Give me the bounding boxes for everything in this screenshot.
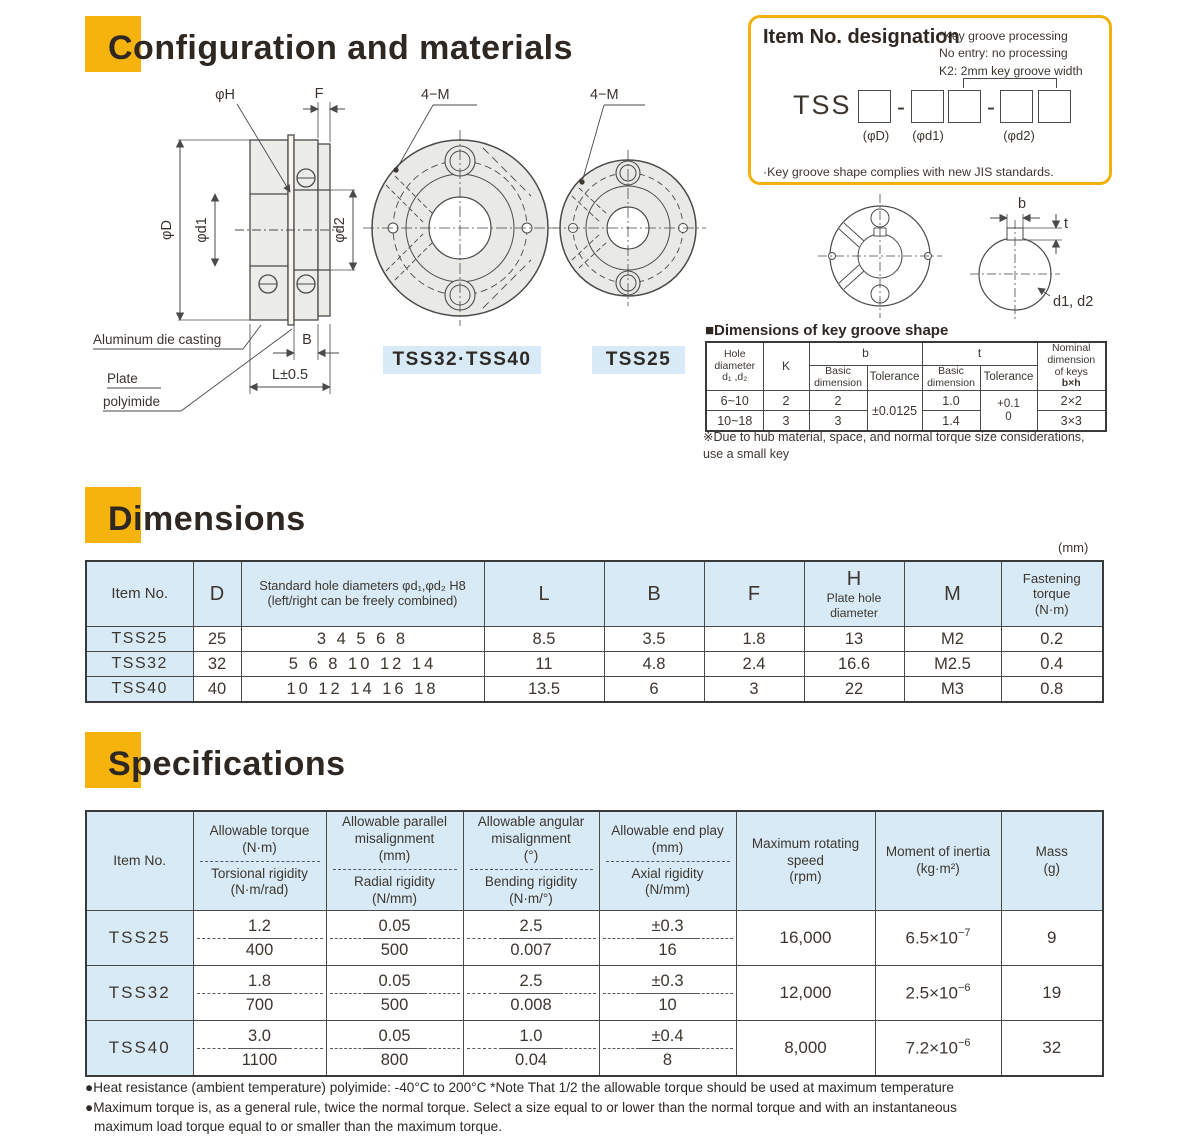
dim-phiD-label: φD xyxy=(159,220,175,240)
dim-header-l: L xyxy=(484,561,604,627)
spec-cell: 3.0 1100 xyxy=(193,1021,326,1077)
dim-cell: 3.5 xyxy=(604,627,704,652)
designation-label-d2: (φd2) xyxy=(1003,128,1035,143)
spec-cell: 1.2 400 xyxy=(193,911,326,966)
dim-cell: 4.8 xyxy=(604,652,704,677)
dim-header-torque: Fastening torque (N·m) xyxy=(1001,561,1103,627)
dim-cell: 6 xyxy=(604,677,704,703)
dim-cell-holes: 5 6 8 10 12 14 xyxy=(241,652,484,677)
dimensions-unit-label: (mm) xyxy=(1058,540,1089,555)
spec-row-tss40 xyxy=(86,1021,1103,1077)
tag-tss25: TSS25 xyxy=(592,346,685,374)
spec-cell-speed: 8,000 xyxy=(736,1021,875,1077)
designation-box-d1 xyxy=(911,90,944,123)
designation-notes xyxy=(939,28,1111,80)
dim-4M-small-label: 4−M xyxy=(590,87,619,103)
dim-cell: 16.6 xyxy=(804,652,904,677)
kg-cell: 3×3 xyxy=(1037,411,1106,432)
spec-cell-speed: 12,000 xyxy=(736,966,875,1021)
spec-cell: ±0.3 16 xyxy=(599,911,736,966)
spec-cell-inertia: $7.2\times 10^{-6}$ xyxy=(875,1021,1001,1077)
dim-header-m: M xyxy=(904,561,1001,627)
spec-cell: 0.05 500 xyxy=(326,966,463,1021)
spec-cell-mass: 32 xyxy=(1001,1021,1103,1077)
spec-cell-item: TSS32 xyxy=(86,966,193,1021)
spec-header-item: Item No. xyxy=(86,811,193,911)
footnotes xyxy=(85,1078,1115,1137)
specifications-table xyxy=(85,810,1104,1077)
dim-cell: 13 xyxy=(804,627,904,652)
dimensions-header-row xyxy=(86,561,1103,627)
dim-phid1-label: φd1 xyxy=(194,217,210,243)
kg-cell: 2 xyxy=(763,391,809,411)
designation-dash-1: - xyxy=(897,94,905,121)
kg-header-k: K xyxy=(763,342,809,391)
dim-cell-item: TSS25 xyxy=(86,627,193,652)
keygroove-t-label: t xyxy=(1064,216,1069,232)
dim-cell: 13.5 xyxy=(484,677,604,703)
dimensions-table xyxy=(85,560,1104,703)
spec-header-torque: Allowable torque (N·m) Torsional rigidity (N·m/rad) xyxy=(193,811,326,911)
spec-cell-mass: 9 xyxy=(1001,911,1103,966)
kg-header-t-tol: Tolerance xyxy=(980,365,1037,390)
designation-box-d2 xyxy=(1000,90,1033,123)
spec-header-mass: Mass (g) xyxy=(1001,811,1103,911)
kg-cell: 3 xyxy=(763,411,809,432)
spec-cell-inertia: $2.5\times 10^{-6}$ xyxy=(875,966,1001,1021)
dim-cell-holes: 10 12 14 16 18 xyxy=(241,677,484,703)
label-plate: Plate xyxy=(107,371,138,386)
dim-header-h: H Plate hole diameter xyxy=(804,561,904,627)
dim-4M-large-label: 4−M xyxy=(421,87,450,103)
label-aluminum: Aluminum die casting xyxy=(93,332,222,347)
dim-header-f: F xyxy=(704,561,804,627)
dim-header-holes: Standard hole diameters φd₁,φd₂ H8 (left/right can be freely combined) xyxy=(241,561,484,627)
spec-row-tss25 xyxy=(86,911,1103,966)
spec-cell-speed: 16,000 xyxy=(736,911,875,966)
dim-cell: 3 xyxy=(704,677,804,703)
designation-box-d1-key xyxy=(948,90,981,123)
dim-cell-item: TSS32 xyxy=(86,652,193,677)
kg-cell: 1.0 xyxy=(922,391,980,411)
keygroove-b-label: b xyxy=(1018,196,1027,212)
dim-B-label: B xyxy=(302,332,312,348)
dim-cell: 0.2 xyxy=(1001,627,1103,652)
footnote-1: ●Heat resistance (ambient temperature) polyimide: -40°C to 200°C *Note That 1/2 the allowable torque should be used at maximum temperature xyxy=(85,1080,954,1095)
front-view-small xyxy=(550,105,706,306)
spec-cell-item: TSS40 xyxy=(86,1021,193,1077)
designation-bracket xyxy=(963,78,1057,88)
kg-cell: 6~10 xyxy=(706,391,763,411)
dim-cell: 8.5 xyxy=(484,627,604,652)
spec-header-inertia: Moment of inertia (kg·m²) xyxy=(875,811,1001,911)
dim-cell: 25 xyxy=(193,627,241,652)
keygroove-shaft-view xyxy=(970,214,1062,322)
dimensions-section-title: Dimensions xyxy=(108,500,306,538)
dimensions-row-tss25 xyxy=(86,627,1103,652)
dim-cell: M3 xyxy=(904,677,1001,703)
dim-phid2-label: φd2 xyxy=(332,217,348,243)
keygroove-drawing xyxy=(810,192,1120,327)
designation-dash-2: - xyxy=(987,94,995,121)
dim-cell: 1.8 xyxy=(704,627,804,652)
spec-header-row xyxy=(86,811,1103,911)
dim-F-label: F xyxy=(314,86,324,102)
dim-cell-item: TSS40 xyxy=(86,677,193,703)
dimensions-row-tss32 xyxy=(86,652,1103,677)
keygroove-coupling-view xyxy=(818,194,942,318)
spec-row-tss32 xyxy=(86,966,1103,1021)
kg-cell-t-tolerance: +0.1 0 xyxy=(980,391,1037,432)
kg-header-b-tol: Tolerance xyxy=(867,365,922,390)
designation-footnote: ·Key groove shape complies with new JIS standards. xyxy=(763,165,1054,179)
dim-cell: 2.4 xyxy=(704,652,804,677)
keygroove-note: ※Due to hub material, space, and normal torque size considerations, use a small key xyxy=(703,430,1085,461)
spec-cell: 2.5 0.007 xyxy=(463,911,599,966)
kg-cell: 1.4 xyxy=(922,411,980,432)
dim-L-label: L±0.5 xyxy=(271,367,309,383)
dim-cell: M2 xyxy=(904,627,1001,652)
designation-note-2: No entry: no processing xyxy=(939,46,1068,61)
designation-title: Item No. designation xyxy=(763,26,960,48)
dim-header-item: Item No. xyxy=(86,561,193,627)
spec-cell: 2.5 0.008 xyxy=(463,966,599,1021)
spec-cell-mass: 19 xyxy=(1001,966,1103,1021)
tag-tss32-tss40: TSS32·TSS40 xyxy=(383,346,541,374)
dim-header-d: D xyxy=(193,561,241,627)
front-view-large xyxy=(363,105,557,326)
spec-cell-item: TSS25 xyxy=(86,911,193,966)
spec-cell-inertia: $6.5\times 10^{-7}$ xyxy=(875,911,1001,966)
kg-header-hole: Hole diameter d₁ ,d₂ xyxy=(706,342,763,391)
dim-cell: 11 xyxy=(484,652,604,677)
spec-cell: 0.05 500 xyxy=(326,911,463,966)
designation-box-d2-key xyxy=(1038,90,1071,123)
dim-cell: 40 xyxy=(193,677,241,703)
keygroove-d1d2-label: d1, d2 xyxy=(1053,294,1094,310)
kg-header-t: t xyxy=(922,342,1037,365)
kg-header-b: b xyxy=(809,342,922,365)
footnote-2-cont: maximum load torque equal to or smaller than the maximum torque. xyxy=(94,1119,502,1135)
dim-cell: 22 xyxy=(804,677,904,703)
spec-header-endplay: Allowable end play (mm) Axial rigidity (N/mm) xyxy=(599,811,736,911)
spec-cell: 0.05 800 xyxy=(326,1021,463,1077)
dim-header-b: B xyxy=(604,561,704,627)
kg-cell-b-tolerance: ±0.0125 xyxy=(867,391,922,432)
kg-cell: 3 xyxy=(809,411,867,432)
keygroove-table xyxy=(705,341,1107,432)
item-no-designation-box xyxy=(748,15,1112,185)
kg-header-t-basic: Basic dimension xyxy=(922,365,980,390)
spec-header-speed: Maximum rotating speed (rpm) xyxy=(736,811,875,911)
label-polyimide: polyimide xyxy=(103,394,161,409)
config-section-title: Configuration and materials xyxy=(108,29,573,67)
spec-header-angular: Allowable angular misalignment (°) Bending rigidity (N·m/°) xyxy=(463,811,599,911)
kg-cell: 10~18 xyxy=(706,411,763,432)
designation-box-d xyxy=(858,90,891,123)
dim-cell: M2.5 xyxy=(904,652,1001,677)
footnote-2: ●Maximum torque is, as a general rule, twice the normal torque. Select a size equal to or lower than the normal torque and with an instantaneous xyxy=(85,1099,957,1115)
designation-note-3: K2: 2mm key groove width xyxy=(939,63,1083,78)
dim-cell-holes: 3 4 5 6 8 xyxy=(241,627,484,652)
kg-header-b-basic: Basic dimension xyxy=(809,365,867,390)
designation-prefix: TSS xyxy=(793,90,852,120)
keygroove-table-title: ■Dimensions of key groove shape xyxy=(705,322,949,339)
spec-cell: ±0.3 10 xyxy=(599,966,736,1021)
designation-label-d: (φD) xyxy=(862,128,890,143)
spec-cell: 1.8 700 xyxy=(193,966,326,1021)
dim-cell: 32 xyxy=(193,652,241,677)
dim-cell: 0.4 xyxy=(1001,652,1103,677)
dimensions-row-tss40 xyxy=(86,677,1103,703)
spec-cell: 1.0 0.04 xyxy=(463,1021,599,1077)
designation-label-d1: (φd1) xyxy=(912,128,944,143)
dim-phiH-label: φH xyxy=(215,87,235,103)
spec-header-parallel: Allowable parallel misalignment (mm) Radial rigidity (N/mm) xyxy=(326,811,463,911)
spec-cell: ±0.4 8 xyxy=(599,1021,736,1077)
kg-row-1 xyxy=(706,391,1106,411)
dim-cell: 0.8 xyxy=(1001,677,1103,703)
kg-cell: 2 xyxy=(809,391,867,411)
kg-header-nominal: Nominal dimension of keys b×h xyxy=(1037,342,1106,391)
kg-cell: 2×2 xyxy=(1037,391,1106,411)
designation-note-1: *Key groove processing xyxy=(939,29,1068,43)
specs-section-title: Specifications xyxy=(108,745,346,783)
